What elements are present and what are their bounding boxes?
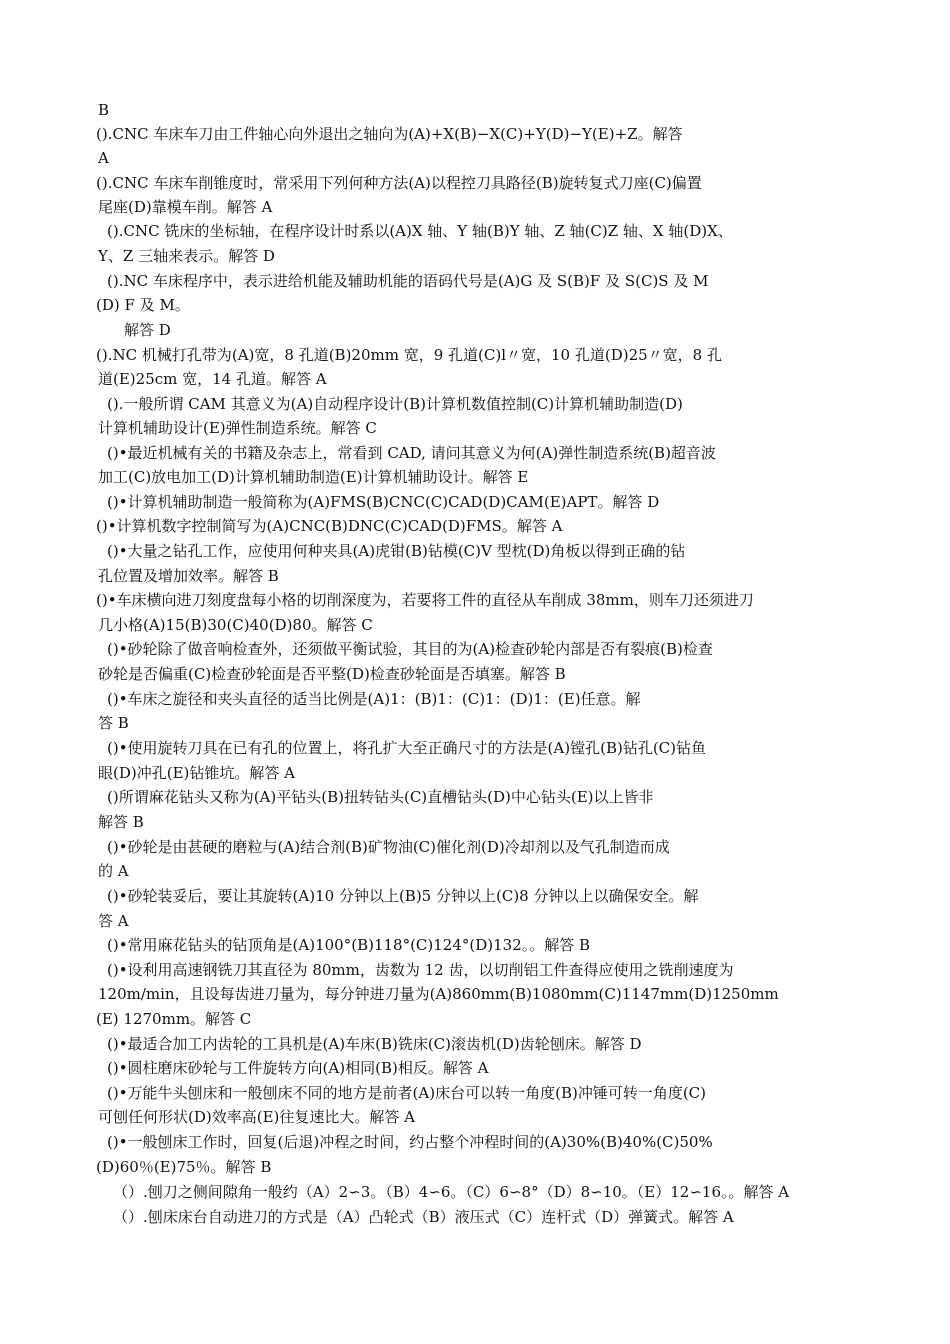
text-line: ()•一般刨床工作时，回复(后退)冲程之时间，约占整个冲程时间的(A)30%(B)40%(C)50%	[107, 1133, 713, 1151]
text-line: (D)60％(E)75％。解答 B	[96, 1158, 272, 1176]
text-line: ()•万能牛头刨床和一般刨床不同的地方是前者(A)床台可以转一角度(B)冲锤可转一角度(C)	[107, 1084, 707, 1102]
text-line: 解答 B	[98, 813, 144, 831]
text-line: ().NC 车床程序中，表示进给机能及辅助机能的语码代号是(A)G 及 S(B)F 及 S(C)S 及 M	[107, 272, 709, 290]
text-line: 答 B	[98, 714, 129, 732]
text-line: ()•圆柱磨床砂轮与工件旋转方向(A)相同(B)相反。解答 A	[107, 1059, 489, 1077]
text-line: 解答 D	[124, 321, 171, 339]
text-line: ()•计算机辅助制造一般简称为(A)FMS(B)CNC(C)CAD(D)CAM(E)APT。解答 D	[107, 493, 660, 511]
text-line: ().CNC 车床车削锥度时，常采用下列何种方法(A)以程控刀具路径(B)旋转复式刀座(C)偏置	[96, 174, 702, 192]
text-line: ().NC 机械打孔带为(A)宽，8 孔道(B)20mm 宽，9 孔道(C)l〃宽，10 孔道(D)25〃宽，8 孔	[96, 346, 722, 364]
text-line: 孔位置及增加效率。解答 B	[98, 567, 279, 585]
text-line: ()•车床之旋径和夹头直径的适当比例是(A)1：(B)1：(C)1：(D)1：(E)任意。解	[107, 690, 641, 708]
text-line: ()•最适合加工内齿轮的工具机是(A)车床(B)铣床(C)滚齿机(D)齿轮刨床。解答 D	[107, 1035, 642, 1053]
text-line: Y、Z 三轴来表示。解答 D	[98, 247, 275, 265]
text-line: (D) F 及 M。	[96, 296, 190, 314]
text-line: ()•大量之钻孔工作，应使用何种夹具(A)虎钳(B)钻模(C)V 型枕(D)角板以得到正确的钻	[107, 542, 686, 560]
text-line: （）.刨刀之侧间隙角一般约（A）2∽3。（B）4∽6。（C）6∽8°（D）8∽10。（E）12∽16。。解答 A	[113, 1183, 790, 1201]
text-line: 答 A	[98, 912, 129, 930]
text-line: ()•设利用高速钢铣刀其直径为 80mm，齿数为 12 齿，以切削铝工件查得应使用之铣削速度为	[107, 961, 734, 979]
text-line: ()•砂轮是由甚硬的磨粒与(A)结合剂(B)矿物油(C)催化剂(D)冷却剂以及气孔制造而成	[107, 838, 670, 856]
text-line: 眼(D)冲孔(E)钻锥坑。解答 A	[98, 764, 295, 782]
text-line: ()•砂轮装妥后，要让其旋转(A)10 分钟以上(B)5 分钟以上(C)8 分钟以上以确保安全。解	[107, 887, 699, 905]
text-line: A	[98, 149, 109, 167]
text-line: （）.刨床床台自动进刀的方式是（A）凸轮式（B）液压式（C）连杆式（D）弹簧式。解答 A	[113, 1208, 734, 1226]
text-line: 计算机辅助设计(E)弹性制造系统。解答 C	[98, 419, 377, 437]
text-line: ().一般所谓 CAM 其意义为(A)自动程序设计(B)计算机数值控制(C)计算机辅助制造(D)	[107, 395, 683, 413]
text-line: 的 A	[98, 862, 129, 880]
text-line: (E) 1270mm。解答 C	[96, 1010, 252, 1028]
text-line: ()所谓麻花钻头又称为(A)平钻头(B)扭转钻头(C)直槽钻头(D)中心钻头(E)以上皆非	[107, 788, 654, 806]
text-line: ()•车床横向进刀刻度盘每小格的切削深度为，若要将工件的直径从车削成 38mm，则车刀还须进刀	[96, 591, 754, 609]
text-line: ()•使用旋转刀具在已有孔的位置上，将孔扩大至正确尺寸的方法是(A)镗孔(B)钻孔(C)钻鱼	[107, 739, 707, 757]
text-line: ()•砂轮除了做音响检查外，还须做平衡试验，其目的为(A)检查砂轮内部是否有裂痕(B)检查	[107, 640, 713, 658]
text-line: ().CNC 铣床的坐标轴，在程序设计时系以(A)X 轴、Y 轴(B)Y 轴、Z 轴(C)Z 轴、X 轴(D)X、	[107, 222, 733, 240]
text-line: ()•最近机械有关的书籍及杂志上，常看到 CAD, 请问其意义为何(A)弹性制造系统(B)超音波	[107, 444, 716, 462]
text-line: 几小格(A)15(B)30(C)40(D)80。解答 C	[98, 616, 373, 634]
text-line: ()•计算机数字控制简写为(A)CNC(B)DNC(C)CAD(D)FMS。解答 A	[96, 517, 563, 535]
text-line: 道(E)25cm 宽，14 孔道。解答 A	[98, 370, 327, 388]
text-line: ()•常用麻花钻头的钻顶角是(A)100°(B)118°(C)124°(D)132。。解答 B	[107, 936, 591, 954]
text-line: 砂轮是否偏重(C)检查砂轮面是否平整(D)检查砂轮面是否填塞。解答 B	[98, 665, 566, 683]
text-line: 120m/min，且设每齿进刀量为，每分钟进刀量为(A)860mm(B)1080mm(C)1147mm(D)1250mm	[98, 985, 779, 1003]
text-line: B	[98, 101, 110, 119]
text-line: 可刨任何形状(D)效率高(E)往复速比大。解答 A	[98, 1108, 415, 1126]
text-line: 尾座(D)靠模车削。解答 A	[98, 198, 273, 216]
text-line: ().CNC 车床车刀由工件轴心向外退出之轴向为(A)+X(B)−X(C)+Y(D)−Y(E)+Z。解答	[96, 125, 683, 143]
text-line: 加工(C)放电加工(D)计算机辅助制造(E)计算机辅助设计。解答 E	[98, 468, 529, 486]
